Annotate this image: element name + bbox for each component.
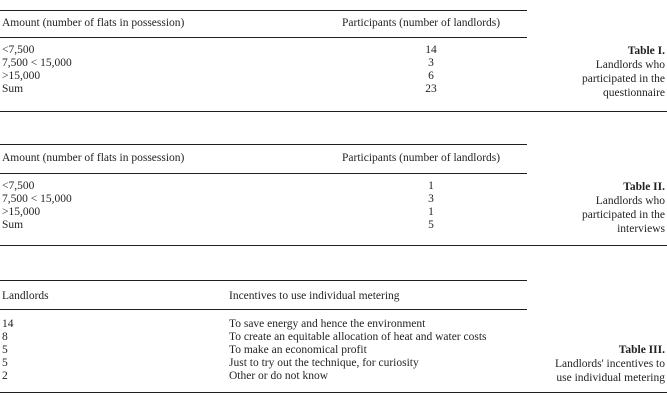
table-1-cell-participants: 6 [428, 70, 434, 82]
table-1-caption [582, 44, 665, 100]
table-3-caption [555, 343, 665, 385]
table-1-cell-amount: Sum [2, 83, 24, 95]
table-3-cell-landlords: 5 [2, 357, 8, 369]
table-3-cell-incentive: To make an economical profit [229, 344, 367, 356]
table-3-cell-landlords: 5 [2, 344, 8, 356]
table-2-caption-line: participated in the [581, 209, 665, 221]
table-2-cell-participants: 1 [428, 180, 434, 192]
table-1-cell-participants: 14 [425, 44, 437, 56]
table-2-cell-participants: 1 [428, 206, 434, 218]
table-3-bottom-rule [0, 392, 667, 393]
table-1-caption-line: participated in the [581, 73, 665, 85]
table-1-top-rule [0, 10, 527, 11]
table-2-cell-amount: >15,000 [2, 206, 41, 218]
table-1-cell-amount: >15,000 [2, 70, 41, 82]
table-3-header-incentives: Incentives to use individual metering [229, 290, 400, 302]
table-3-cell-incentive: To save energy and hence the environment [229, 318, 426, 330]
table-2-caption [582, 180, 665, 236]
table-2-cell-amount: <7,500 [2, 180, 35, 192]
table-1-cell-participants: 3 [428, 57, 434, 69]
table-2-cell-amount: Sum [2, 219, 24, 231]
table-1-header-amount: Amount (number of flats in possession) [2, 17, 185, 29]
table-3-caption-title: Table III. [618, 344, 665, 356]
table-2-header-participants: Participants (number of landlords) [342, 152, 501, 164]
table-3-cell-incentive: To create an equitable allocation of heat and water costs [229, 331, 487, 343]
table-3-cell-incentive: Just to try out the technique, for curiosity [229, 357, 419, 369]
table-2-top-rule [0, 144, 527, 145]
table-1-caption-line: Landlords who [595, 59, 665, 71]
table-2-caption-line: interviews [617, 223, 665, 235]
table-1-cell-amount: 7,500 < 15,000 [2, 57, 72, 69]
table-2-header-amount: Amount (number of flats in possession) [2, 152, 185, 164]
table-3-cell-landlords: 2 [2, 370, 8, 382]
table-3-caption-line: use individual metering [556, 372, 665, 384]
table-3-top-rule [0, 280, 527, 281]
table-3-cell-landlords: 14 [2, 318, 14, 330]
table-2-caption-line: Landlords who [595, 195, 665, 207]
table-1-header-participants: Participants (number of landlords) [342, 17, 501, 29]
table-2-header-rule [0, 173, 527, 174]
table-1-caption-line: questionnaire [603, 87, 665, 99]
table-2-cell-participants: 3 [428, 193, 434, 205]
table-3-cell-landlords: 8 [2, 331, 8, 343]
table-1-cell-participants: 23 [425, 83, 437, 95]
table-2-cell-amount: 7,500 < 15,000 [2, 193, 72, 205]
table-3-header-rule [0, 309, 527, 310]
table-2-caption-title: Table II. [623, 181, 665, 193]
table-2-cell-participants: 5 [428, 219, 434, 231]
table-3-header-landlords: Landlords [2, 290, 49, 302]
table-3-cell-incentive: Other or do not know [229, 370, 329, 382]
table-1-caption-title: Table I. [627, 45, 665, 57]
table-1-cell-amount: <7,500 [2, 44, 35, 56]
table-1-header-rule [0, 37, 527, 38]
table-2-bottom-rule [0, 245, 667, 246]
table-1-bottom-rule [0, 111, 667, 112]
table-3-caption-line: Landlords' incentives to [554, 358, 665, 370]
